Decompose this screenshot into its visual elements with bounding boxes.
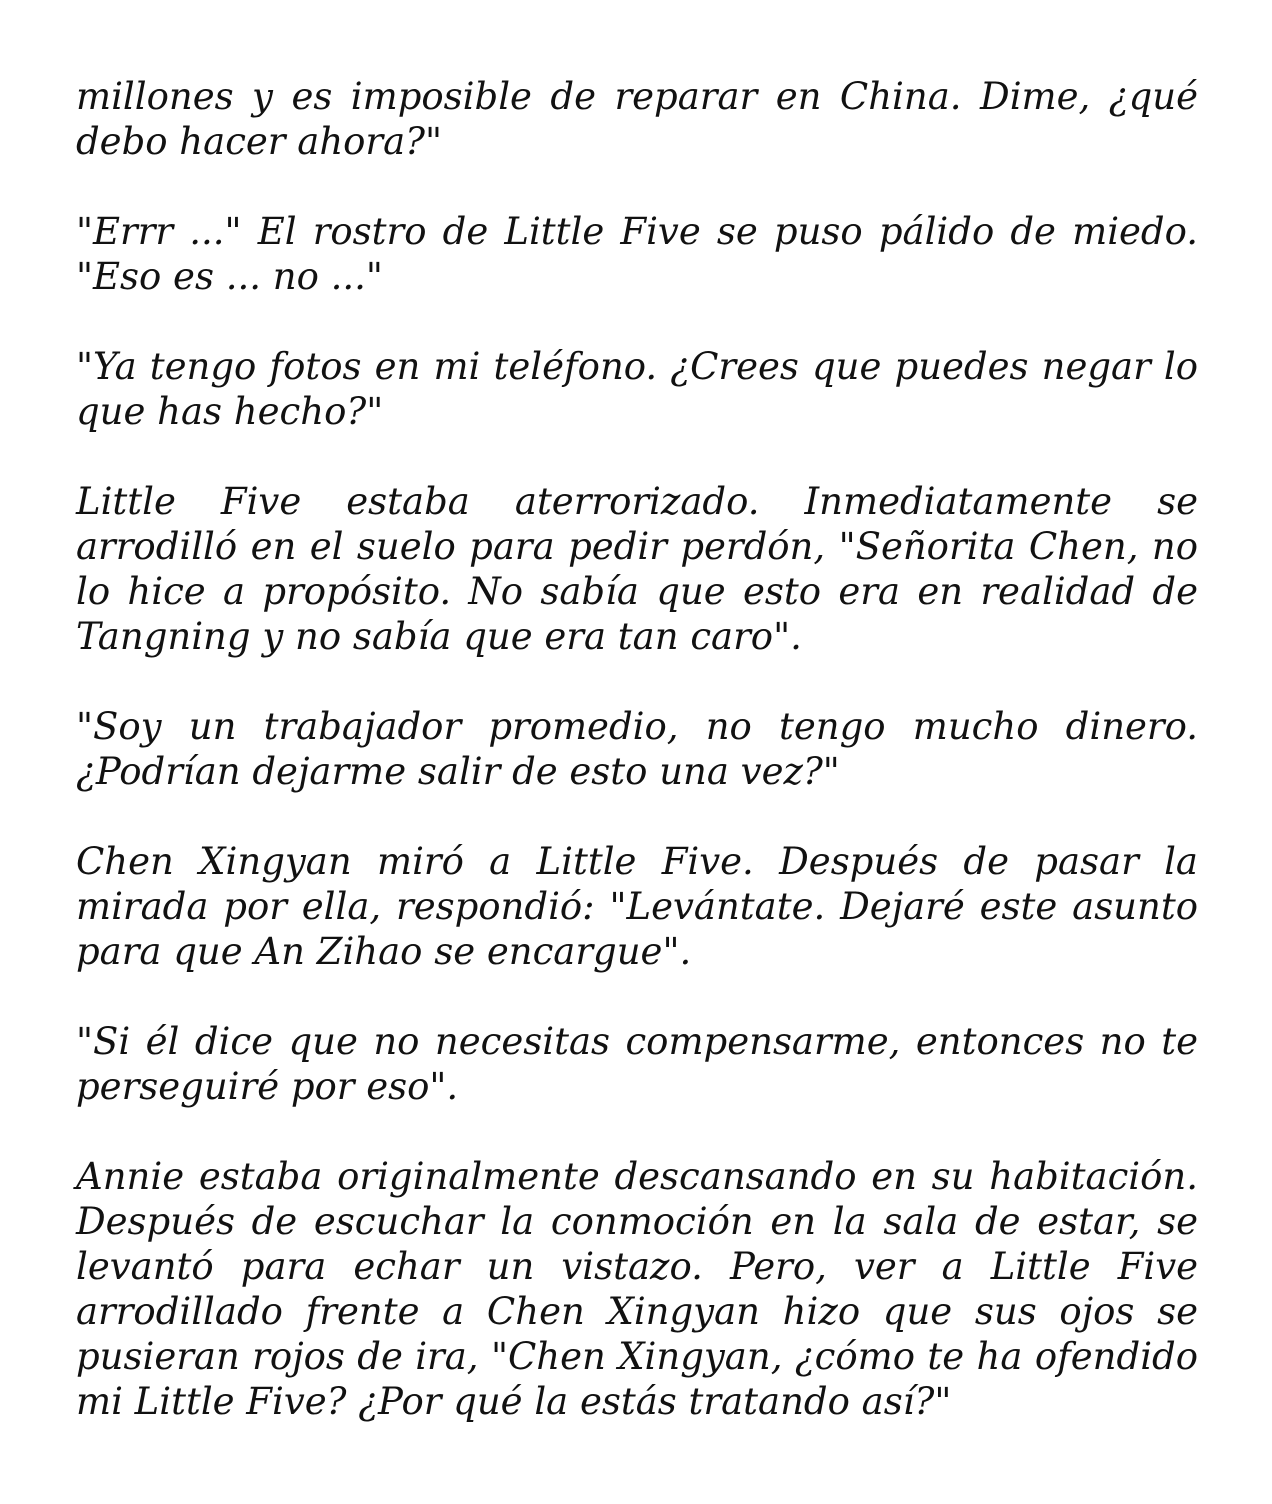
document-page: [76, 74, 1198, 1424]
paragraph-6: Chen Xingyan miró a Little Five. Después de pasar la mirada por ella, respondió: "Levántate. Dejaré este asunto para que An Zihao se encargue".: [76, 840, 1198, 973]
paragraph-2: "Errr ..." El rostro de Little Five se puso pálido de miedo. "Eso es ... no ...": [76, 210, 1198, 298]
paragraph-8: Annie estaba originalmente descansando en su habitación. Después de escuchar la conmoción en la sala de estar, se levantó para echar un vistazo. Pero, ver a Little Five arrodillado frente a Chen Xingyan hizo que sus ojos se pusieran rojos de ira, "Chen Xingyan, ¿cómo te ha ofendido mi Little Five? ¿Por qué la estás tratando así?": [76, 1155, 1198, 1423]
paragraph-3: "Ya tengo fotos en mi teléfono. ¿Crees que puedes negar lo que has hecho?": [76, 345, 1198, 433]
paragraph-1: millones y es imposible de reparar en China. Dime, ¿qué debo hacer ahora?": [76, 75, 1198, 163]
paragraph-5: "Soy un trabajador promedio, no tengo mucho dinero. ¿Podrían dejarme salir de esto una vez?": [76, 705, 1198, 793]
paragraph-7: "Si él dice que no necesitas compensarme, entonces no te perseguiré por eso".: [76, 1020, 1198, 1108]
paragraph-4: Little Five estaba aterrorizado. Inmediatamente se arrodilló en el suelo para pedir perdón, "Señorita Chen, no lo hice a propósito. No sabía que esto era en realidad de Tangning y no sabía que era tan caro".: [76, 480, 1198, 658]
